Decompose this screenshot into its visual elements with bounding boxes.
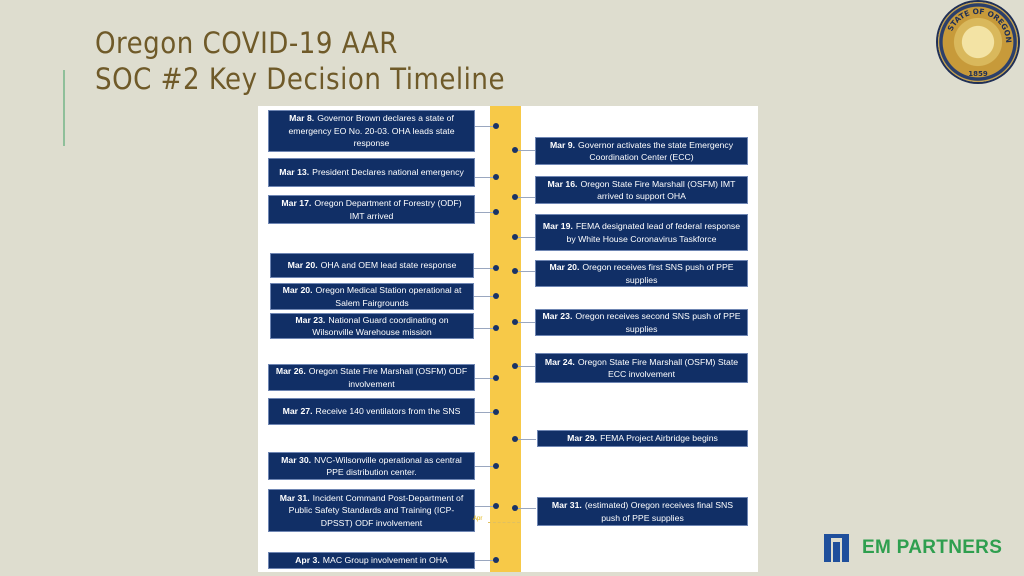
timeline-dot (493, 209, 499, 215)
event-text: Oregon Department of Forestry (ODF) IMT arrived (314, 198, 462, 221)
event-date: Apr 3. (295, 555, 320, 566)
event-right-mar20 (535, 260, 748, 287)
connector (516, 508, 536, 509)
timeline-dot (493, 325, 499, 331)
event-left-mar23 (270, 313, 474, 339)
event-text: Receive 140 ventilators from the SNS (315, 406, 461, 417)
event-text: Oregon State Fire Marshall (OSFM) IMT arrived to support OHA (580, 178, 736, 201)
event-date: Mar 26. (275, 366, 306, 376)
event-date: Mar 20. (549, 262, 580, 272)
event-date: Mar 31. (551, 500, 582, 510)
event-left-mar31 (268, 489, 475, 532)
event-date: Mar 20. (287, 260, 318, 271)
event-text: Governor activates the state Emergency Coordination Center (ECC) (578, 139, 734, 162)
event-right-mar24 (535, 353, 748, 383)
event-left-apr3 (268, 552, 475, 569)
timeline-dot (493, 557, 499, 563)
event-text: (estimated) Oregon receives final SNS push of PPE supplies (584, 500, 734, 523)
timeline-dot (512, 194, 518, 200)
timeline-dot (493, 463, 499, 469)
event-date: Mar 23. (542, 311, 573, 321)
event-date: Mar 27. (282, 406, 313, 417)
timeline-dot (493, 375, 499, 381)
connector (516, 439, 536, 440)
event-text: Oregon State Fire Marshall (OSFM) State ECC involvement (577, 356, 739, 379)
event-left-mar8 (268, 110, 475, 152)
seal-year: 1859 (968, 70, 988, 78)
title-line-2: SOC #2 Key Decision Timeline (95, 62, 506, 96)
event-date: Mar 24. (544, 356, 575, 367)
timeline-dot (512, 436, 518, 442)
faint-dashed-line (488, 522, 520, 523)
event-text: FEMA Project Airbridge begins (600, 433, 718, 444)
event-left-mar26 (268, 364, 475, 391)
event-date: Mar 31. (279, 492, 310, 503)
timeline-dot (512, 234, 518, 240)
event-left-mar20-station (270, 283, 474, 310)
event-date: Mar 9. (549, 139, 576, 150)
connector (516, 197, 536, 198)
event-text: Oregon State Fire Marshall (OSFM) ODF involvement (308, 366, 468, 389)
connector (516, 366, 536, 367)
event-right-mar23 (535, 309, 748, 336)
event-text: Oregon receives second SNS push of PPE supplies (575, 311, 741, 334)
event-date: Mar 20. (282, 285, 313, 295)
event-date: Mar 17. (281, 198, 312, 208)
building-icon (824, 534, 856, 562)
event-date: Mar 23. (295, 314, 326, 325)
event-right-mar19 (535, 214, 748, 251)
title-accent-bar (63, 70, 65, 146)
page-title (95, 26, 505, 98)
event-left-mar27 (268, 398, 475, 425)
event-text: OHA and OEM lead state response (320, 260, 457, 271)
oregon-state-seal (938, 2, 1018, 82)
event-left-mar30 (268, 452, 475, 480)
event-right-mar16 (535, 176, 748, 204)
timeline-panel (258, 106, 758, 572)
title-line-1: Oregon COVID-19 AAR (95, 26, 398, 60)
event-right-mar9 (535, 137, 748, 165)
timeline-dot (512, 505, 518, 511)
timeline-dot (493, 265, 499, 271)
connector (516, 150, 536, 151)
em-partners-logo (824, 533, 1002, 563)
connector (516, 237, 536, 238)
timeline-dot (512, 363, 518, 369)
event-text: NVC-Wilsonville operational as central PPE distribution center. (314, 454, 462, 477)
timeline-dot (493, 503, 499, 509)
connector (516, 271, 536, 272)
timeline-dot (493, 123, 499, 129)
event-text: MAC Group involvement in OHA (322, 555, 448, 566)
timeline-dot (493, 409, 499, 415)
event-text: Oregon Medical Station operational at Salem Fairgrounds (315, 285, 462, 308)
event-date: Mar 13. (279, 167, 310, 178)
event-text: President Declares national emergency (312, 167, 464, 178)
timeline-dot (493, 293, 499, 299)
svg-text:STATE OF OREGON (946, 7, 1014, 43)
timeline-dot (493, 174, 499, 180)
event-right-mar31 (537, 497, 748, 526)
timeline-dot (512, 268, 518, 274)
event-left-mar13 (268, 158, 475, 187)
event-text: Incident Command Post-Department of Public Safety Standards and Training (ICP-DPSST) ODF involvement (288, 492, 464, 528)
event-date: Mar 29. (567, 433, 598, 444)
event-date: Mar 19. (542, 221, 573, 231)
event-date: Mar 8. (289, 113, 315, 124)
event-text: FEMA designated lead of federal response by White House Coronavirus Taskforce (566, 221, 741, 244)
event-left-mar17 (268, 195, 475, 224)
event-date: Mar 30. (281, 454, 312, 465)
event-text: National Guard coordinating on Wilsonville Warehouse mission (312, 314, 449, 337)
timeline-dot (512, 147, 518, 153)
event-left-mar20-oha (270, 253, 474, 278)
event-text: Oregon receives first SNS push of PPE supplies (582, 262, 734, 285)
seal-ring-text (938, 2, 1018, 82)
event-date: Mar 16. (547, 178, 578, 189)
event-text: Governor Brown declares a state of emergency EO No. 20-03. OHA leads state response (288, 113, 455, 149)
timeline-dot (512, 319, 518, 325)
logo-text: EM PARTNERS (862, 537, 1003, 558)
seal-label: STATE OF OREGON (945, 6, 1014, 44)
faint-label: Apr (473, 516, 483, 522)
event-right-mar29 (537, 430, 748, 447)
connector (516, 322, 536, 323)
